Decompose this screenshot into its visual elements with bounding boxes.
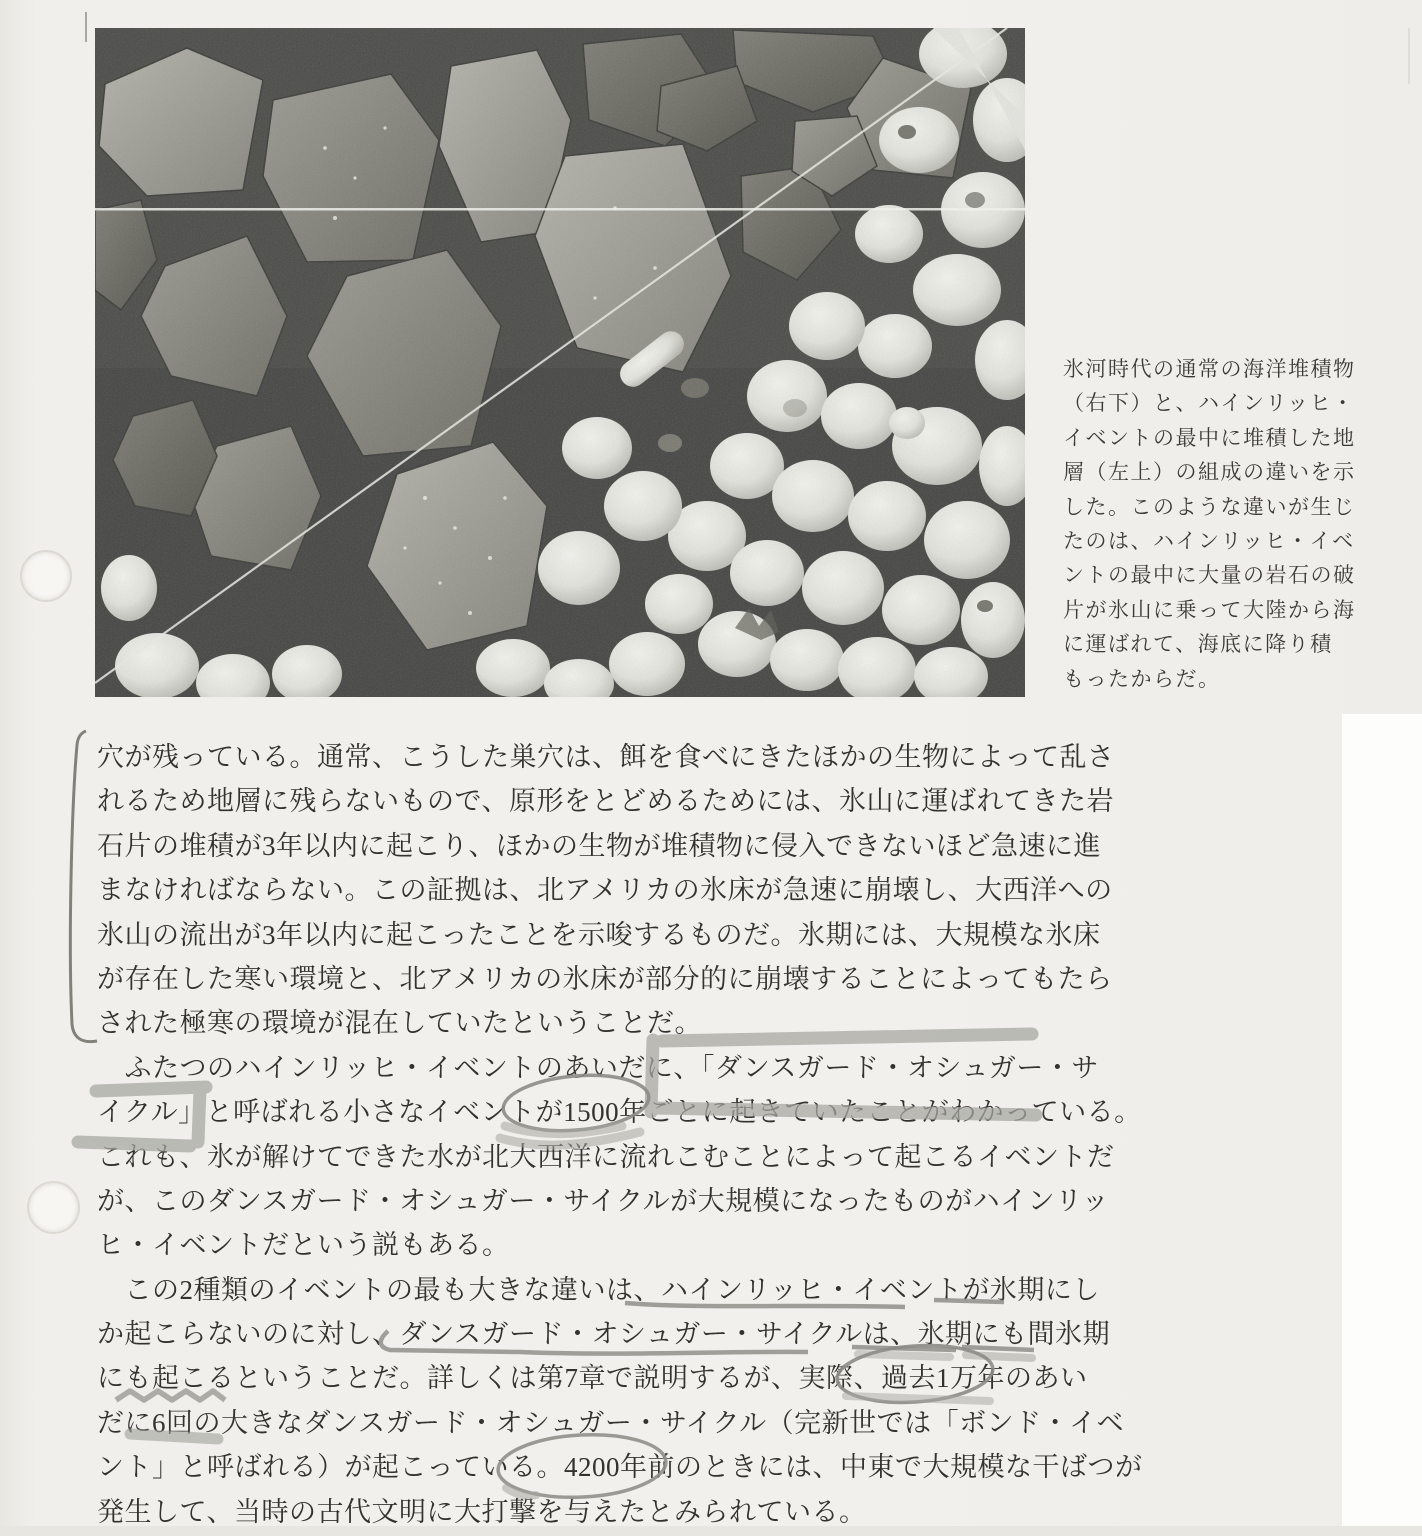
page-fold-line bbox=[1408, 28, 1410, 84]
photo-caption bbox=[1063, 352, 1363, 696]
body-text-line: 穴が残っている。通常、こうした巣穴は、餌を食べにきたほかの生物によって乱さ bbox=[97, 742, 1115, 772]
body-text-line: ント」と呼ばれる）が起こっている。4200年前のときには、中東で大規模な干ばつが bbox=[97, 1452, 1143, 1483]
body-text-line: 石片の堆積が3年以内に起こり、ほかの生物が堆積物に侵入できないほど急速に進 bbox=[97, 830, 1101, 861]
sediment-micrograph-photo bbox=[95, 28, 1025, 697]
caption-line: （右下）と、ハインリッヒ・ bbox=[1063, 391, 1355, 416]
body-text-line: れるため地層に残らないもので、原形をとどめるためには、氷山に運ばれてきた岩 bbox=[97, 786, 1114, 817]
photo-corner-mark bbox=[85, 12, 87, 42]
body-text-line: 氷山の流出が3年以内に起こったことを示唆するものだ。氷期には、大規模な氷床 bbox=[97, 919, 1101, 950]
body-text-line: にも起こるということだ。詳しくは第7章で説明するが、実際、過去1万年のあい bbox=[97, 1363, 1088, 1394]
margin-bracket-annotation bbox=[70, 731, 97, 1042]
body-text-line: か起こらないのに対し、ダンスガード・オシュガー・サイクルは、氷期にも間氷期 bbox=[97, 1319, 1111, 1350]
caption-line: ントの最中に大量の岩石の破 bbox=[1063, 563, 1356, 588]
page-edge-strip bbox=[1342, 714, 1422, 1526]
body-text-line: ヒ・イベントだという説もある。 bbox=[97, 1230, 510, 1261]
body-text-line: された極寒の環境が混在していたということだ。 bbox=[97, 1008, 702, 1039]
caption-line: イベントの最中に堆積した地 bbox=[1063, 425, 1356, 450]
body-text-line: 発生して、当時の古代文明に大打撃を与えたとみられている。 bbox=[97, 1496, 867, 1527]
body-text-line: ふたつのハインリッヒ・イベントのあいだに、「ダンスガード・オシュガー・サ bbox=[97, 1052, 1099, 1083]
body-text-line: だに6回の大きなダンスガード・オシュガー・サイクル（完新世では「ボンド・イベ bbox=[97, 1407, 1125, 1438]
caption-line: した。このような違いが生じ bbox=[1063, 494, 1356, 519]
body-text-line: イクル」と呼ばれる小さなイベントが1500年ごとに起きていたことがわかっている。 bbox=[97, 1097, 1142, 1128]
body-text-line: が、このダンスガード・オシュガー・サイクルが大規模になったものがハインリッ bbox=[97, 1185, 1110, 1216]
body-text-line: が存在した寒い環境と、北アメリカの氷床が部分的に崩壊することによってもたら bbox=[97, 963, 1113, 994]
hole-punch-bottom bbox=[27, 1181, 80, 1234]
caption-line: 片が氷山に乗って大陸から海 bbox=[1063, 597, 1356, 622]
photo-grain-texture bbox=[95, 28, 1025, 697]
caption-line: たのは、ハインリッヒ・イベ bbox=[1063, 528, 1355, 553]
caption-line: 層（左上）の組成の違いを示 bbox=[1063, 460, 1356, 485]
caption-line: もったからだ。 bbox=[1063, 666, 1221, 691]
body-text-line: この2種類のイベントの最も大きな違いは、ハインリッヒ・イベントが氷期にし bbox=[97, 1274, 1100, 1305]
caption-line: 氷河時代の通常の海洋堆積物 bbox=[1063, 357, 1356, 381]
body-text-line: まなければならない。この証拠は、北アメリカの氷床が急速に崩壊し、大西洋への bbox=[97, 875, 1113, 906]
body-text bbox=[97, 737, 1143, 1536]
caption-line: に運ばれて、海底に降り積 bbox=[1063, 632, 1333, 657]
sediment-photo-graphic bbox=[95, 28, 1025, 697]
body-text-line: これも、氷が解けてできた水が北大西洋に流れこむことによって起こるイベントだ bbox=[97, 1141, 1115, 1172]
hole-punch-top bbox=[20, 550, 72, 602]
